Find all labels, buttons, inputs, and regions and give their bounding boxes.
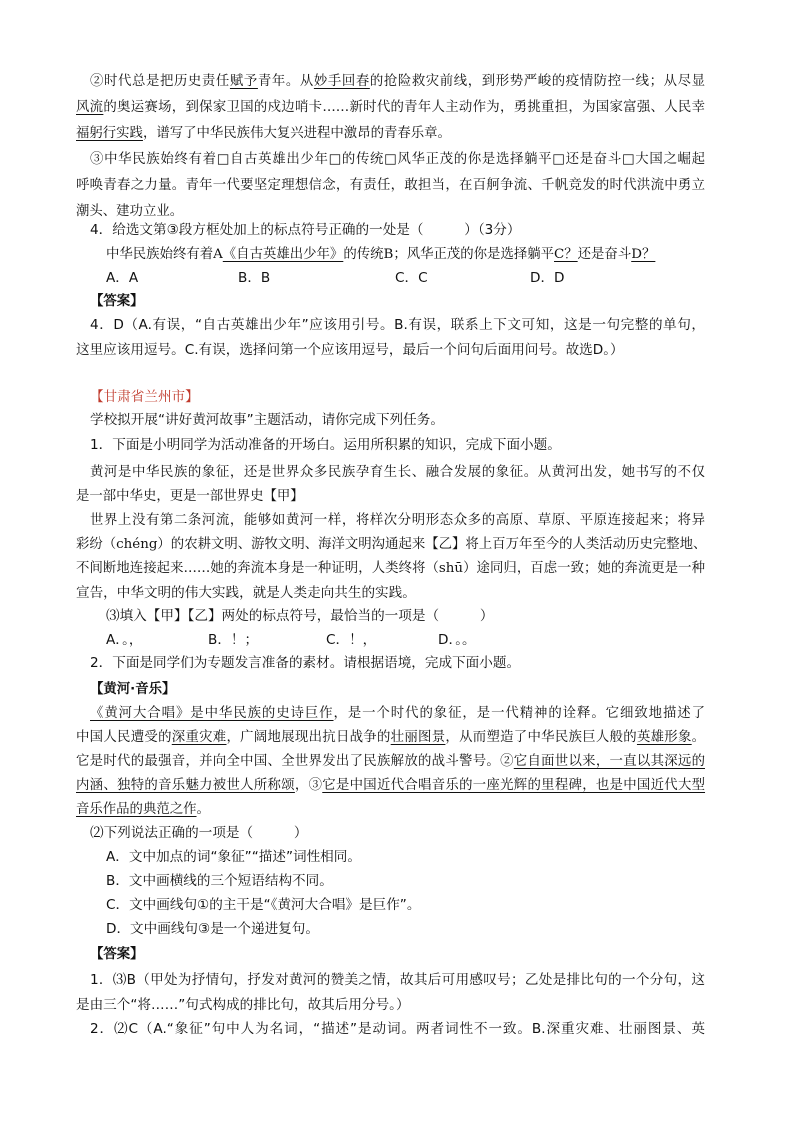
underlined-text: D？ bbox=[631, 247, 656, 262]
text-2-line-2 bbox=[76, 728, 705, 748]
answer-2-line-1: 1．⑶B（甲处为抒情句，抒发对黄河的赞美之情，故其后可用感叹号；乙处是排比句的一个分句，这 bbox=[90, 972, 705, 988]
text: 。 bbox=[691, 730, 706, 745]
underlined-word: 福躬行实践 bbox=[76, 126, 143, 141]
option-c: C．C bbox=[395, 270, 428, 286]
text: ，谱写了中华民族伟大复兴进程中激昂的青春乐章。 bbox=[142, 126, 451, 141]
region-label: 【甘肃省兰州市】 bbox=[90, 389, 199, 405]
text: 的奥运赛场，到保家卫国的戍边哨卡……新时代的青年人主动作为，勇挑重担，为国家富强、人民幸 bbox=[103, 100, 705, 115]
q1-option-b: B．！； bbox=[208, 632, 259, 648]
underlined-phrase: 深重灾难 bbox=[171, 730, 227, 745]
text-1-line-5: 不间断地连接起来……她的奔流本身是一种证明，人类终将（shū）途同归，百虑一致；她的奔流更是一种 bbox=[76, 561, 705, 576]
answer-2-line-3: 2．⑵C（A.“象征”句中人为名词，“描述”是动词。两者词性不一致。B.深重灾难、壮丽图景、英 bbox=[90, 1021, 705, 1037]
underlined-text: C？ bbox=[554, 247, 578, 262]
text-1-line-1: 黄河是中华民族的象征，还是世界众多民族孕育生长、融合发展的象征。从黄河出发，她书写的不仅 bbox=[90, 465, 705, 480]
text-2-line-3 bbox=[76, 752, 705, 772]
underlined-sentence-3: 它是中国近代合唱音乐的一座光辉的里程碑，也是中国近代大型 bbox=[322, 778, 706, 793]
question-4: 4．给选文第③段方框处加上的标点符号正确的一处是（ ）（3分） bbox=[90, 222, 521, 238]
question-1-3: ⑶填入【甲】【乙】两处的标点符号，最恰当的一项是（ ） bbox=[106, 608, 494, 624]
paragraph-2-line-2 bbox=[76, 98, 705, 118]
task-2: 2．下面是同学们为专题发言准备的素材。请根据语境，完成下面小题。 bbox=[90, 655, 521, 671]
underlined-word: 风流 bbox=[76, 100, 104, 115]
underlined-text: 《自古英雄出少年》 bbox=[222, 247, 344, 262]
intro: 学校拟开展“讲好黄河故事”主题活动，请你完成下列任务。 bbox=[90, 412, 444, 428]
underlined-sentence-3: 音乐作品的典范之作 bbox=[76, 802, 197, 817]
q2-option-a: A．文中加点的词“象征”“描述”词性相同。 bbox=[106, 849, 361, 865]
answer-label-2: 【答案】 bbox=[90, 947, 144, 962]
question-4-sentence bbox=[106, 245, 655, 265]
text: ，③ bbox=[294, 778, 323, 793]
q1-option-d: D．。。 bbox=[438, 632, 476, 648]
task-1: 1．下面是小明同学为活动准备的开场白。运用所积累的知识，完成下面小题。 bbox=[90, 437, 561, 453]
text: 的传统B；风华正茂的你是选择躺平 bbox=[343, 247, 555, 262]
text: 青年。从 bbox=[257, 74, 314, 89]
q2-option-c: C．文中画线句①的主干是“《黄河大合唱》是巨作”。 bbox=[106, 897, 421, 913]
underlined-sentence-1: 《黄河大合唱》是中华民族的史诗巨作 bbox=[90, 706, 334, 721]
text: 还是奋斗 bbox=[577, 247, 632, 262]
underlined-phrase: 壮丽图景 bbox=[390, 730, 446, 745]
q2-option-d: D．文中画线句③是一个递进复句。 bbox=[106, 921, 319, 937]
text: ，广阔地展现出抗日战争的 bbox=[226, 730, 391, 745]
paragraph-2-line-3 bbox=[76, 124, 451, 144]
text-2-line-1 bbox=[90, 704, 705, 724]
text: ，是一个时代的象征，是一代精神的诠释。它细致地描述了 bbox=[333, 706, 706, 721]
option-b: B．B bbox=[238, 270, 271, 286]
paragraph-3-line-3: 潮头、建功立业。 bbox=[76, 204, 184, 219]
text: 。 bbox=[196, 802, 210, 817]
q1-option-c: C．！， bbox=[326, 632, 377, 648]
text-1-line-3: 世界上没有第二条河流，能够如黄河一样，将样次分明形态众多的高原、草原、平原连接起来；将异 bbox=[90, 513, 705, 528]
paragraph-3-line-2: 呼唤青春之力量。青年一代要坚定理想信念，有责任，敢担当，在百舸争流、千帆竞发的时代洪流中勇立 bbox=[76, 178, 705, 193]
text-1-line-4: 彩纷（chéng）的农耕文明、游牧文明、海洋文明沟通起来【乙】将上百万年至今的人类活动历史完整地、 bbox=[76, 537, 707, 552]
answer-line-2: 这里应该用逗号。C.有误，选择问第一个应该用逗号，最后一个问句后面用问号。故选D。） bbox=[76, 342, 624, 358]
underlined-phrase: 英雄形象 bbox=[636, 730, 692, 745]
paragraph-2-line-1 bbox=[90, 72, 705, 92]
underlined-sentence-2: 内涵、独特的音乐魅力被世人所称颂 bbox=[76, 778, 295, 793]
paragraph-3-line-1: ③中华民族始终有着□自古英雄出少年□的传统□风华正茂的你是选择躺平□还是奋斗□大国之崛起 bbox=[90, 152, 705, 167]
q1-option-a: A．。， bbox=[106, 632, 143, 648]
text-2-line-4 bbox=[76, 776, 705, 796]
answer-label: 【答案】 bbox=[90, 294, 144, 309]
answer-2-line-2: 是由三个“将……”句式构成的排比句，故其后用分号。） bbox=[76, 997, 410, 1013]
text-2-line-5 bbox=[76, 800, 210, 820]
question-2-2: ⑵下列说法正确的一项是（ ） bbox=[90, 825, 308, 841]
text: 中国人民遭受的 bbox=[76, 730, 172, 745]
option-d: D．D bbox=[530, 270, 565, 286]
underlined-sentence-2: 它自面世以来，一直以其深远的 bbox=[513, 754, 705, 769]
underlined-word: 赋予 bbox=[229, 74, 258, 89]
text: ②时代总是把历史责任 bbox=[90, 74, 230, 89]
text: 中华民族始终有着A bbox=[106, 247, 223, 262]
text-1-line-6: 宣告，中华文明的伟大实践，就是人类走向共生的实践。 bbox=[76, 585, 416, 601]
option-a: A．A bbox=[106, 270, 139, 286]
underlined-word: 妙手回春 bbox=[313, 74, 370, 89]
text: 它是时代的最强音，并向全中国、全世界发出了民族解放的战斗警号。② bbox=[76, 754, 514, 769]
text-1-line-2: 是一部中华史，更是一部世界史【甲】 bbox=[76, 489, 304, 504]
topic-label: 【黄河·音乐】 bbox=[90, 682, 176, 697]
answer-line-1: 4．D（A.有误，“自古英雄出少年”应该用引号。B.有误，联系上下文可知，这是一句完整的单句， bbox=[90, 317, 705, 333]
q2-option-b: B．文中画横线的三个短语结构不同。 bbox=[106, 873, 333, 889]
text: 的抢险救灾前线，到形势严峻的疫情防控一线；从尽显 bbox=[369, 74, 706, 89]
text: ，从而塑造了中华民族巨人般的 bbox=[445, 730, 637, 745]
